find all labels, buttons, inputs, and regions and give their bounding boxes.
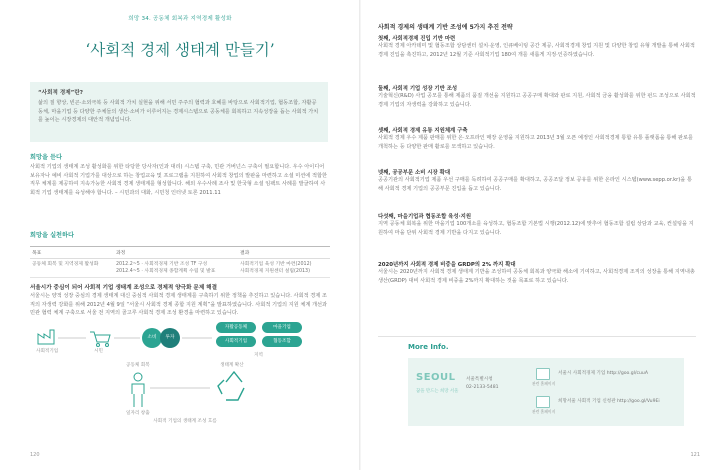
more-info-box [408,358,684,426]
more-info-heading: More Info. [408,343,449,351]
seoul-logo: SEOUL [416,372,456,383]
strategy-title-5: 다섯째, 마을기업과 협동조합 육성·지원 [378,214,472,220]
homepage-link-2[interactable]: 희망서울 사회적 기업 신청관 http://goo.gl/Vu9Ei [558,399,660,404]
strategy-body-1: 사회적 경제 아카데미 및 협동조합 상담센터 설치·운영, 인큐베이팅 공간 제공, 사회적경제 창업 지원 및 다양한 창업 유형 개발을 통해 사회적경제 진입을 촉진하고, 2012년 12월 기준 사회적기업 180여 개를 새롭게 지정·인증하였습니다. [378,43,695,58]
section-body-seoul: 서울시는 양적 성장 중심의 경제 생태계 대신 중심적 사회적 경제 생태계를 구축하기 위한 정책을 추진하고 있습니다. 사회적 경제 조직의 자생력 강화를 위해 2012년 4월 9일 “서울시 사회적 경제 종합 지원 계획”을 발표하였습니다. 사회적 기업의 지원 체계 개선과 민관 협력 체계 구축으로 서울 전 지역의 골고루 사회적 경제 조성 환경을 마련하고 있습니다. [30,293,328,316]
table-row [30,259,330,278]
section-kicker: 희망 34. 공동체 회복과 지역경제 활성화 [128,16,232,22]
strategy-body-4: 공공기관의 사회적기업 제품 우선 구매를 독려하여 공공구매를 확대하고, 공공조달 정보 공유를 위한 온라인 시스템(www.sepp.or.kr)을 통해 사회적 경제 기업의 공공부문 진입을 돕고 있습니다. [378,177,692,192]
strategy-body-5: 지역 공동체 회복을 위한 마을기업 100개소를 육성하고, 협동조합 기본법 시행(2012.12)에 맞추어 협동조합 설립 상담과 교육, 컨설팅을 지원하여 마을 단위 사회적 경제 기반을 다지고 있습니다. [378,221,694,236]
strategy-title-1: 첫째, 사회적경제 진입 기반 마련 [378,36,456,42]
diagram-label-citizen: 시민 [94,349,103,354]
strategy-title-2: 둘째, 사회적 기업 성장 기반 조성 [378,86,458,92]
diagram-label-company: 사회적기업 [36,349,59,354]
strategy-title-6: 2020년까지 사회적 경제 비중을 GRDP의 2% 까지 확대 [378,262,516,268]
table-cell-goal: 공동체 회복 및 지역경제 활성화 [30,259,114,278]
diagram-circle-invest: 투자 [160,328,180,348]
diagram-pill-3: 사회적기업 [216,336,256,347]
page-number-right: 121 [690,452,700,458]
diagram-label-region: 지역 [254,353,263,358]
diagram-label-recycle: 생태계 확산 [220,363,244,368]
recycle-icon [218,372,244,400]
definition-box [30,82,328,142]
table-header-goal: 목표 [30,247,114,259]
cart-icon [90,332,110,347]
homepage-link-1[interactable]: 서울시 사회적경제 기업 http://goo.gl/cuuA [558,371,648,376]
diagram-pill-1: 자활공동체 [216,322,256,333]
seoul-logo-sub: 꿈을 만드는 희망 서울 [416,389,459,394]
diagram-label-person1: 공동체 회복 [126,363,150,368]
person-icon [132,373,144,407]
document-icon [536,396,550,408]
contact-phone: 02-2133-5481 [466,385,499,390]
definition-title: “사회적 경제”란? [38,90,83,96]
strategy-block-6 [378,260,696,285]
section-heading-listen: 희망을 듣다 [30,154,63,161]
strategy-block-2 [378,84,696,109]
table-cell-process: 2012.2~5 · 사회적경제 기반 조성 TF 구성 2012.4~5 · 사회적경제 종합계획 수립 및 발표 [114,259,238,278]
factory-icon [38,330,54,344]
page-number-left: 120 [30,452,40,458]
strategy-block-4 [378,168,696,193]
right-heading: 사회적 경제의 생태계 기반 조성에 5가지 추진 전략 [378,24,513,31]
homepage-icon [536,368,550,380]
page-title: ‘사회적 경제 생태계 만들기’ [85,41,275,59]
section-heading-practice: 희망을 실천하다 [30,232,74,239]
ecosystem-diagram [30,322,340,432]
diagram-circle-consume: 소비 [142,328,162,348]
strategy-body-6: 서울시는 2020년까지 사회적 경제 생태계 기반을 조성하여 공동체 회복과 양극화 해소에 기여하고, 사회적경제 조직의 성장을 통해 지역내총생산(GRDP) 대비 사회적 경제 비중을 2%까지 확대하는 것을 목표로 하고 있습니다. [378,269,695,284]
strategy-title-3: 셋째, 사회적 경제 유통 지원체계 구축 [378,128,468,134]
goal-table [30,246,330,278]
table-header-result: 결과 [238,247,330,259]
link-label-1: 관련 홈페이지 [532,381,556,386]
table-header-process: 과정 [114,247,238,259]
strategy-body-3: 사회적 경제 우수 제품 판매를 위한 온·오프라인 매장 운영을 지원하고 2013년 3월 오픈 예정인 사회적경제 통합 유통 플랫폼을 통해 판로를 개척하는 등 다양한 판매 활로를 모색하고 있습니다. [378,135,694,150]
strategy-block-1 [378,34,696,59]
strategy-title-4: 넷째, 공공부문 소비 시장 확대 [378,170,451,176]
contact-dept: 서울특별시청 [466,377,493,382]
table-header-row [30,247,330,259]
diagram-label-person2: 일자리 창출 [126,411,150,416]
diagram-caption: 사회적 기업의 생태계 조성 흐름 [153,419,217,424]
definition-body: 삶의 질 향상, 빈곤·소외극복 등 사회적 가치 실현을 위해 서민 주주의 협력과 호혜를 바탕으로 사회적기업, 협동조합, 자활공동체, 마을기업 등 다양한 주체들의 생산·소비가 이루어지는 경제시스템으로 공동체를 회복하고 지속성장을 돕는 사회적 가치를 높이는 시장경제의 대안적 개념입니다. [38,100,319,123]
section-body-listen: 사회적 기업의 생태계 조성 활성화를 위한 타당한 당사자(인과 대리) 시스템 구축, 민관 거버넌스 구축이 필요합니다. 우수 아이디어 보유자나 예비 사회적 기업가를 대상으로 하는 창업교육 및 프로그램을 지원하여 사회적 창업의 발판을 마련하고 소셜 미션에 적합한 직무 체계를 제공하여 지속가능한 사회적 경제 생태계를 형성합니다. 해외 우수사례 조사 및 한국형 소셜 임팩트 사례를 발굴하여 사회적 기업 생태계를 육성해야 합니다. – 시민과의 대화, 시민청 인터넷 토론 2011.11 [30,164,327,196]
strategy-block-3 [378,126,696,151]
divider [378,336,696,337]
link-label-2: 관련 홈페이지 [532,409,556,414]
contact-info [466,376,499,392]
diagram-pill-2: 마을기업 [262,322,302,333]
section-heading-seoul: 서울시가 중심이 되어 사회적 기업 생태계 조성으로 경제적 양극화 문제 해결 [30,285,217,291]
strategy-body-2: 기술혁신(R&D) 사업 공모를 통해 제품의 품질 개선을 지원하고 공공구매 확대와 판로 지원, 사회적 금융 활성화를 위한 펀드 조성으로 사회적 경제 기업의 자생력을 강화하고 있습니다. [378,93,696,108]
diagram-pill-4: 협동조합 [262,336,302,347]
table-cell-result: 사회적기업 육성 기반 마련(2012) 사회적경제 지원센터 설립(2013) [238,259,330,278]
strategy-block-5 [378,212,696,237]
right-page [360,0,720,470]
